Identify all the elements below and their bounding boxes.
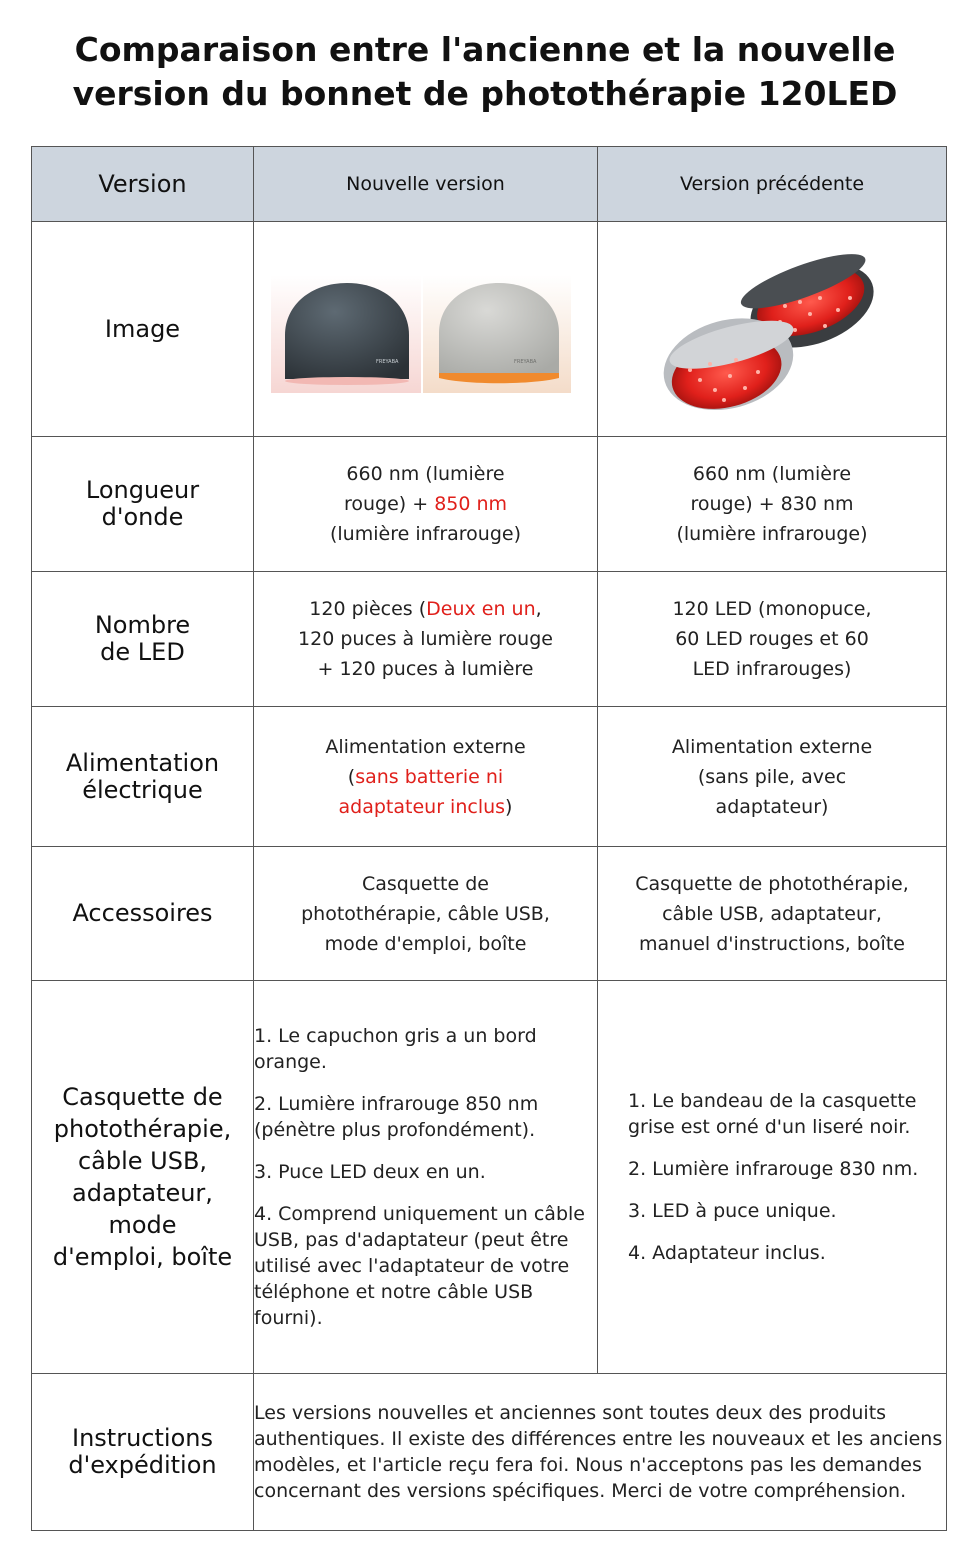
new-power-line-2 [254, 762, 597, 792]
new-power-paren-open: ( [347, 765, 356, 788]
power-label-line-1: Alimentation [65, 748, 220, 777]
list-item: 3. Puce LED deux en un. [254, 1161, 486, 1183]
grey-cap-shape [439, 283, 559, 375]
dark-cap-brand: FREYABA [376, 359, 399, 365]
new-wave-line-2 [254, 489, 597, 519]
cap-label-line-2: photothérapie, [53, 1115, 232, 1143]
new-power-line-1: Alimentation externe [325, 735, 526, 758]
header-version: Version [32, 147, 254, 222]
list-item: 4. Adaptateur inclus. [628, 1242, 826, 1264]
old-wave-line-1: 660 nm (lumière [692, 463, 852, 485]
previous-version-led-count [598, 572, 947, 707]
new-power-line-3 [254, 792, 597, 822]
new-wave-line-1: 660 nm (lumière [346, 463, 505, 485]
led-label-line-2: de LED [100, 638, 185, 666]
row-label-shipping [32, 1374, 254, 1531]
old-acc-line-3: manuel d'instructions, boîte [639, 932, 905, 955]
comparison-table [31, 146, 947, 1531]
new-led-comma: , [535, 598, 542, 620]
wavelength-label-line-2: d'onde [101, 503, 184, 531]
old-led-line-2: 60 LED rouges et 60 [675, 628, 869, 650]
old-power-line-1: Alimentation externe [671, 735, 873, 758]
row-label-power [32, 707, 254, 847]
page-title [0, 28, 970, 116]
new-wave-rouge: rouge) + [343, 493, 435, 515]
list-item: 3. LED à puce unique. [628, 1200, 837, 1222]
table-row-wavelength [32, 437, 947, 572]
previous-version-accessories [598, 847, 947, 981]
new-wave-line-3: (lumière infrarouge) [329, 523, 522, 545]
list-item: 4. Comprend uniquement un câble USB, pas d'adaptateur (peut être utilisé avec l'adaptateur de votre téléphone et notre câble USB fourni). [254, 1203, 585, 1329]
table-row-led-count [32, 572, 947, 707]
table-row-cap-details [32, 981, 947, 1374]
new-led-line-2: 120 puces à lumière rouge [298, 628, 553, 650]
shipping-label-line-1: Instructions [72, 1424, 213, 1452]
title-line-2: version du bonnet de photothérapie 120LED [72, 74, 898, 113]
list-item: 1. Le capuchon gris a un bord orange. [254, 1025, 537, 1073]
old-acc-line-1: Casquette de photothérapie, [635, 872, 909, 895]
row-label-wavelength [32, 437, 254, 572]
cap-label-line-6: d'emploi, boîte [52, 1243, 233, 1271]
cap-label-line-1: Casquette de [62, 1083, 223, 1111]
wavelength-label-line-1: Longueur [85, 476, 200, 504]
new-led-line-1 [254, 594, 597, 624]
row-label-cap-details [32, 981, 254, 1374]
shipping-label-line-2: d'expédition [68, 1451, 217, 1479]
power-label-line-2: électrique [82, 775, 203, 804]
header-previous-version: Version précédente [598, 147, 947, 222]
title-line-1: Comparaison entre l'ancienne et la nouvelle [74, 30, 896, 69]
old-power-line-3: adaptateur) [715, 795, 829, 818]
table-row-power [32, 707, 947, 847]
new-led-prefix: 120 pièces ( [309, 598, 427, 620]
led-label-line-1: Nombre [94, 611, 191, 639]
new-power-no-battery: sans batterie ni [355, 765, 504, 788]
row-label-led-count [32, 572, 254, 707]
list-item: 1. Le bandeau de la casquette grise est orné d'un liseré noir. [628, 1090, 917, 1138]
row-label-accessories: Accessoires [32, 847, 254, 981]
new-version-power [254, 707, 598, 847]
cap-label-line-5: mode [108, 1211, 177, 1239]
new-power-no-adapter: adaptateur inclus [338, 795, 506, 818]
table-row-image [32, 222, 947, 437]
old-wave-line-2: rouge) + 830 nm [690, 493, 854, 515]
previous-version-caps-image [660, 240, 890, 420]
header-new-version: Nouvelle version [254, 147, 598, 222]
new-power-paren-close: ) [505, 795, 513, 818]
new-wave-850nm: 850 nm [434, 493, 508, 515]
new-acc-line-1: Casquette de [362, 872, 489, 895]
previous-version-wavelength [598, 437, 947, 572]
old-led-line-3: LED infrarouges) [692, 658, 852, 680]
dark-cap-rim-glow [285, 377, 409, 385]
new-version-image-cell [254, 222, 598, 437]
cap-label-line-4: adaptateur, [72, 1179, 213, 1207]
table-header-row [32, 147, 947, 222]
grey-cap-brand: FREYABA [514, 359, 537, 365]
new-led-line-3: + 120 puces à lumière [317, 658, 534, 680]
new-acc-line-3: mode d'emploi, boîte [324, 932, 527, 955]
shipping-note: Les versions nouvelles et anciennes sont toutes deux des produits authentiques. Il existe des différences entre les nouveaux et les anciens modèles, et l'article reçu fera foi. Nous n'acceptons pas les demandes concernant des versions spécifiques. Merci de votre compréhension. [254, 1374, 947, 1531]
new-version-wavelength [254, 437, 598, 572]
previous-version-image-cell [598, 222, 947, 437]
old-power-line-2: (sans pile, avec [697, 765, 847, 788]
new-version-led-count [254, 572, 598, 707]
old-acc-line-2: câble USB, adaptateur, [662, 902, 882, 925]
new-version-caps-image [271, 275, 571, 393]
table-row-accessories [32, 847, 947, 981]
table-row-shipping [32, 1374, 947, 1531]
row-label-image: Image [32, 222, 254, 437]
old-wave-line-3: (lumière infrarouge) [676, 523, 868, 545]
new-version-accessories [254, 847, 598, 981]
list-item: 2. Lumière infrarouge 850 nm (pénètre plus profondément). [254, 1093, 539, 1141]
previous-version-cap-details [598, 981, 947, 1374]
new-led-two-in-one: Deux en un [426, 598, 536, 620]
new-version-cap-details [254, 981, 598, 1374]
new-acc-line-2: photothérapie, câble USB, [301, 902, 550, 925]
previous-version-power [598, 707, 947, 847]
cap-label-line-3: câble USB, [77, 1147, 208, 1175]
list-item: 2. Lumière infrarouge 830 nm. [628, 1158, 919, 1180]
old-led-line-1: 120 LED (monopuce, [672, 598, 872, 620]
